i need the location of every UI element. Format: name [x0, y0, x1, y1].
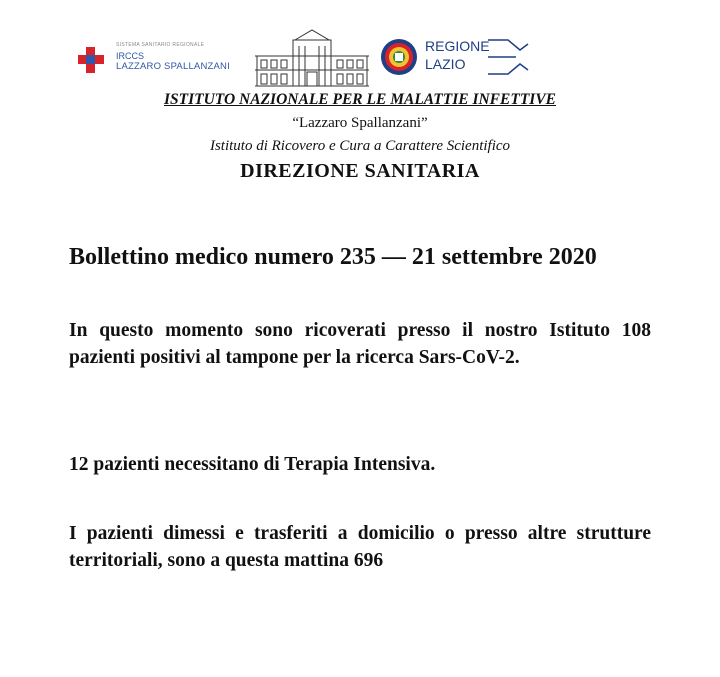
bulletin-paragraph-discharged: I pazienti dimessi e trasferiti a domicilio o presso altre strutture territoriali, sono a questa mattina 696	[69, 523, 651, 571]
logo-bar	[0, 26, 720, 88]
institute-subtitle: “Lazzaro Spallanzani”	[292, 115, 428, 131]
building-illustration-icon	[253, 26, 371, 88]
bulletin-title: Bollettino medico numero 235 — 21 settembre 2020	[69, 244, 597, 270]
irccs-label: IRCCS	[116, 51, 145, 61]
irccs-small-text: SISTEMA SANITARIO REGIONALE	[116, 42, 205, 48]
lazio-text: LAZIO	[425, 56, 466, 72]
lazio-emblem-icon	[380, 38, 418, 76]
department-title: DIREZIONE SANITARIA	[240, 160, 480, 182]
lazio-arrow-mark-icon	[486, 36, 530, 80]
regione-text: REGIONE	[425, 38, 490, 54]
bulletin-paragraph-hospitalized: In questo momento sono ricoverati presso il nostro Istituto 108 pazienti positivi al tampone per la ricerca Sars-CoV-2.	[69, 320, 651, 368]
institute-name: ISTITUTO NAZIONALE PER LE MALATTIE INFETTIVE	[163, 91, 556, 108]
institute-description: Istituto di Ricovero e Cura a Carattere Scientifico	[209, 138, 511, 154]
irccs-spallanzani-logo	[78, 42, 248, 82]
red-cross-icon	[78, 47, 104, 73]
irccs-name: LAZZARO SPALLANZANI	[116, 61, 230, 72]
regione-lazio-logo	[380, 36, 530, 82]
bulletin-paragraph-intensive-care: 12 pazienti necessitano di Terapia Intensiva.	[69, 454, 436, 475]
